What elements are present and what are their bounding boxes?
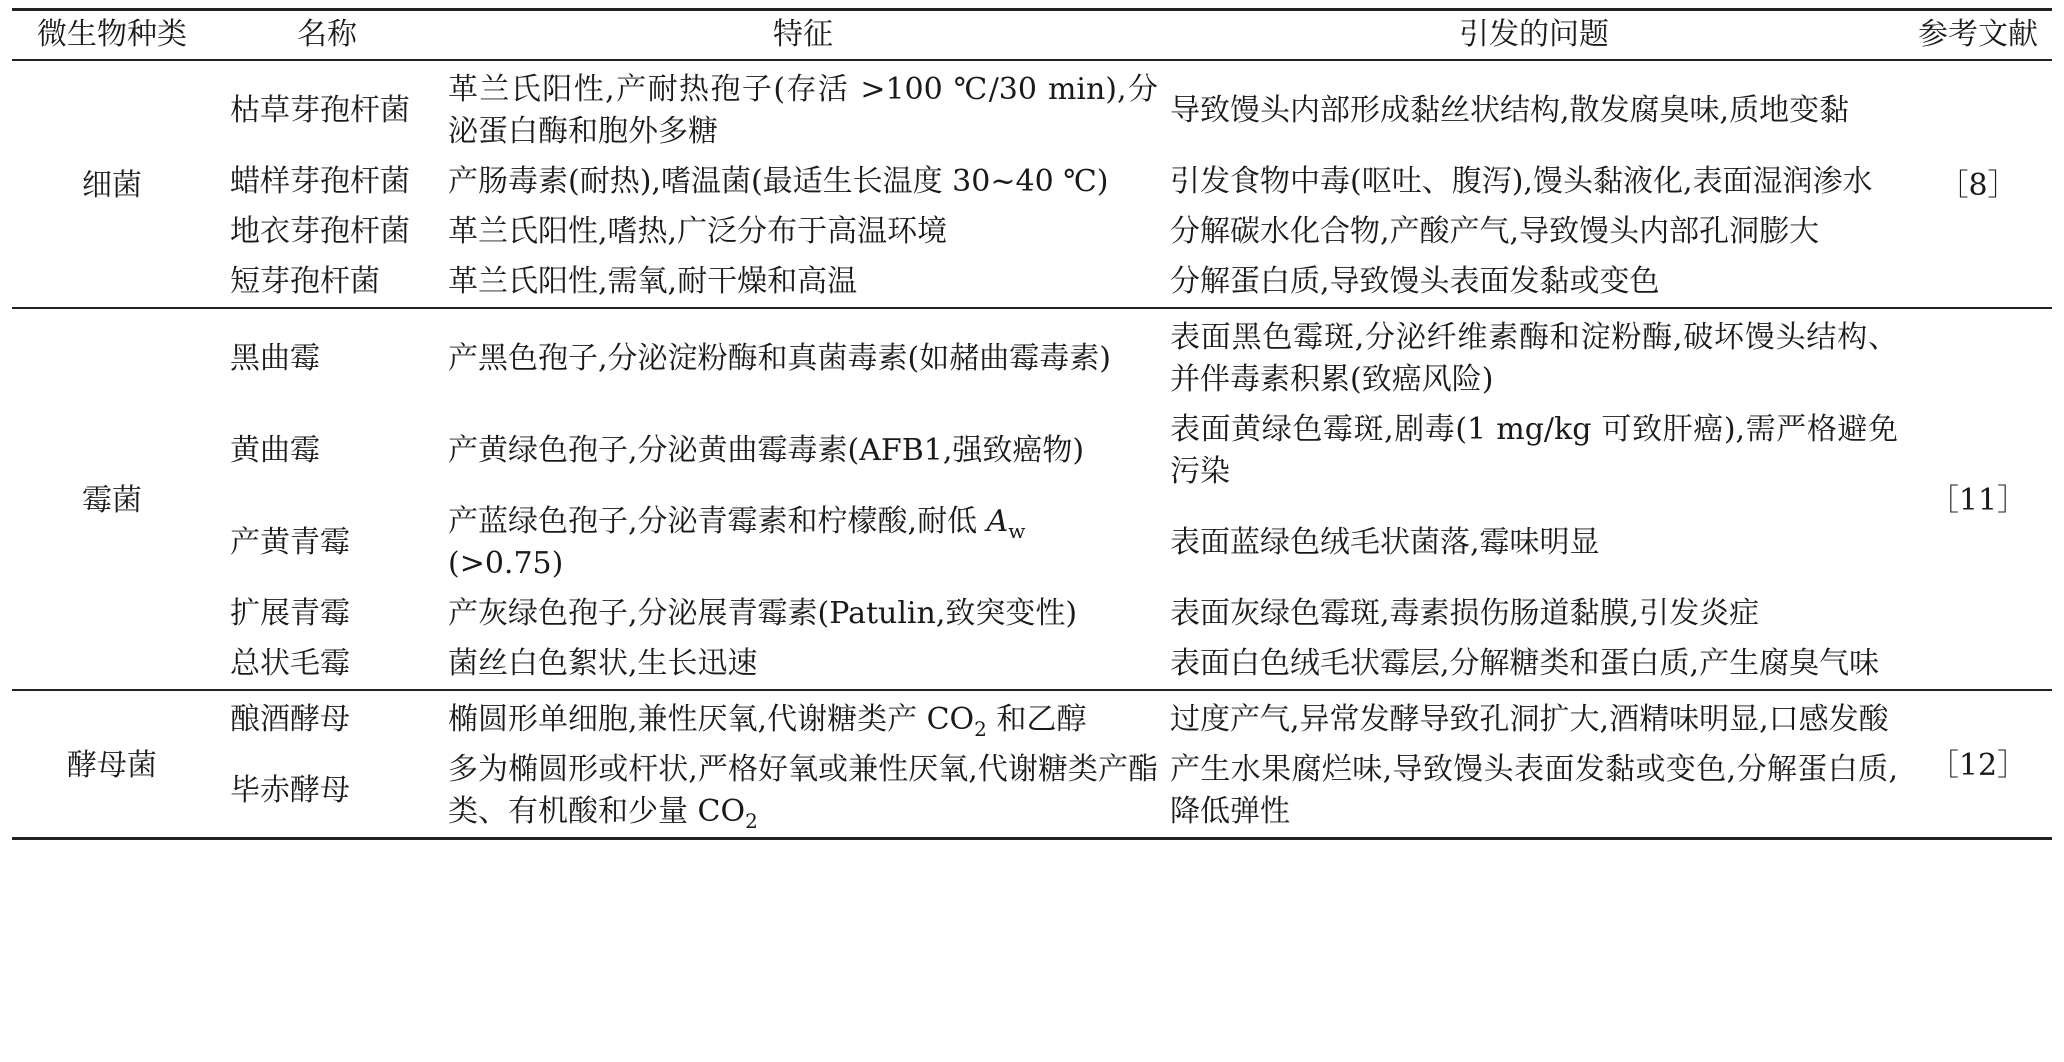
- table-row: [12, 65, 2052, 157]
- category-cell: 酵母菌: [67, 748, 157, 783]
- features-cell: 产黑色孢子,分泌淀粉酶和真菌毒素(如赭曲霉毒素): [448, 341, 1111, 376]
- issues-cell: 表面白色绒毛状霉层,分解糖类和蛋白质,产生腐臭气味: [1170, 646, 1880, 681]
- table-header: [12, 10, 2052, 61]
- ref-cell: ［11］: [1928, 483, 2028, 518]
- name-cell: 蜡样芽孢杆菌: [230, 164, 410, 199]
- water-activity-symbol: A: [986, 504, 1009, 539]
- features-cell: [442, 695, 1164, 745]
- features-cell: 革兰氏阳性,嗜热,广泛分布于高温环境: [448, 214, 948, 249]
- table-row: [12, 257, 2052, 308]
- name-cell: 产黄青霉: [230, 525, 350, 560]
- issues-cell: 表面蓝绿色绒毛状菌落,霉味明显: [1170, 525, 1600, 560]
- subscript: 2: [974, 717, 987, 741]
- features-text: 和乙醇: [986, 702, 1087, 737]
- name-cell: 枯草芽孢杆菌: [230, 93, 410, 128]
- features-cell: 产黄绿色孢子,分泌黄曲霉毒素(AFB1,强致癌物): [448, 433, 1085, 468]
- name-cell: 酿酒酵母: [230, 702, 350, 737]
- header-issues: 引发的问题: [1459, 17, 1609, 52]
- table-row: [12, 745, 2052, 839]
- features-cell: [442, 745, 1164, 839]
- group-bacteria: [12, 60, 2052, 308]
- features-cell: 产灰绿色孢子,分泌展青霉素(Patulin,致突变性): [448, 596, 1078, 631]
- features-cell: 产肠毒素(耐热),嗜温菌(最适生长温度 30~40 ℃): [448, 164, 1109, 199]
- table-row: [12, 695, 2052, 745]
- header-category: 微生物种类: [37, 17, 187, 52]
- features-cell: 菌丝白色絮状,生长迅速: [448, 646, 758, 681]
- table-row: [12, 157, 2052, 207]
- microbe-table: [12, 8, 2052, 840]
- subscript: 2: [745, 809, 758, 833]
- features-cell: [442, 497, 1164, 589]
- header-ref: 参考文献: [1918, 17, 2038, 52]
- issues-cell: 引发食物中毒(呕吐、腹泻),馒头黏液化,表面湿润渗水: [1170, 164, 1873, 199]
- features-text: (>0.75): [448, 546, 564, 581]
- table-row: [12, 497, 2052, 589]
- features-text: 多为椭圆形或杆状,严格好氧或兼性厌氧,代谢糖类产酯类、有机酸和少量 CO: [448, 752, 1158, 829]
- category-cell: 霉菌: [82, 483, 142, 518]
- features-text: 产蓝绿色孢子,分泌青霉素和柠檬酸,耐低: [448, 504, 987, 539]
- name-cell: 黑曲霉: [230, 341, 320, 376]
- features-text: 椭圆形单细胞,兼性厌氧,代谢糖类产 CO: [448, 702, 975, 737]
- issues-cell: 过度产气,异常发酵导致孔洞扩大,酒精味明显,口感发酸: [1170, 702, 1889, 737]
- table-row: [12, 313, 2052, 405]
- name-cell: 短芽孢杆菌: [230, 264, 380, 299]
- issues-cell: 表面灰绿色霉斑,毒素损伤肠道黏膜,引发炎症: [1170, 596, 1760, 631]
- group-mold: [12, 308, 2052, 690]
- issues-cell: 产生水果腐烂味,导致馒头表面发黏或变色,分解蛋白质,降低弹性: [1170, 752, 1898, 829]
- issues-cell: 分解碳水化合物,产酸产气,导致馒头内部孔洞膨大: [1170, 214, 1820, 249]
- subscript: w: [1008, 519, 1026, 543]
- table-row: [12, 405, 2052, 497]
- group-yeast: [12, 690, 2052, 839]
- name-cell: 总状毛霉: [230, 646, 350, 681]
- ref-cell: ［8］: [1938, 168, 2018, 203]
- name-cell: 地衣芽孢杆菌: [230, 214, 410, 249]
- features-cell: 革兰氏阳性,产耐热孢子(存活 >100 ℃/30 min),分泌蛋白酶和胞外多糖: [448, 72, 1158, 149]
- name-cell: 毕赤酵母: [230, 773, 350, 808]
- issues-cell: 表面黑色霉斑,分泌纤维素酶和淀粉酶,破坏馒头结构、并伴毒素积累(致癌风险): [1170, 320, 1898, 397]
- issues-cell: 表面黄绿色霉斑,剧毒(1 mg/kg 可致肝癌),需严格避免污染: [1170, 412, 1898, 489]
- header-features: 特征: [773, 17, 833, 52]
- issues-cell: 分解蛋白质,导致馒头表面发黏或变色: [1170, 264, 1660, 299]
- ref-cell: ［12］: [1928, 748, 2028, 783]
- table-row: [12, 207, 2052, 257]
- category-cell: 细菌: [82, 168, 142, 203]
- issues-cell: 导致馒头内部形成黏丝状结构,散发腐臭味,质地变黏: [1170, 93, 1850, 128]
- features-cell: 革兰氏阳性,需氧,耐干燥和高温: [448, 264, 858, 299]
- name-cell: 扩展青霉: [230, 596, 350, 631]
- header-name: 名称: [297, 17, 357, 52]
- name-cell: 黄曲霉: [230, 433, 320, 468]
- table-row: [12, 639, 2052, 690]
- table-row: [12, 589, 2052, 639]
